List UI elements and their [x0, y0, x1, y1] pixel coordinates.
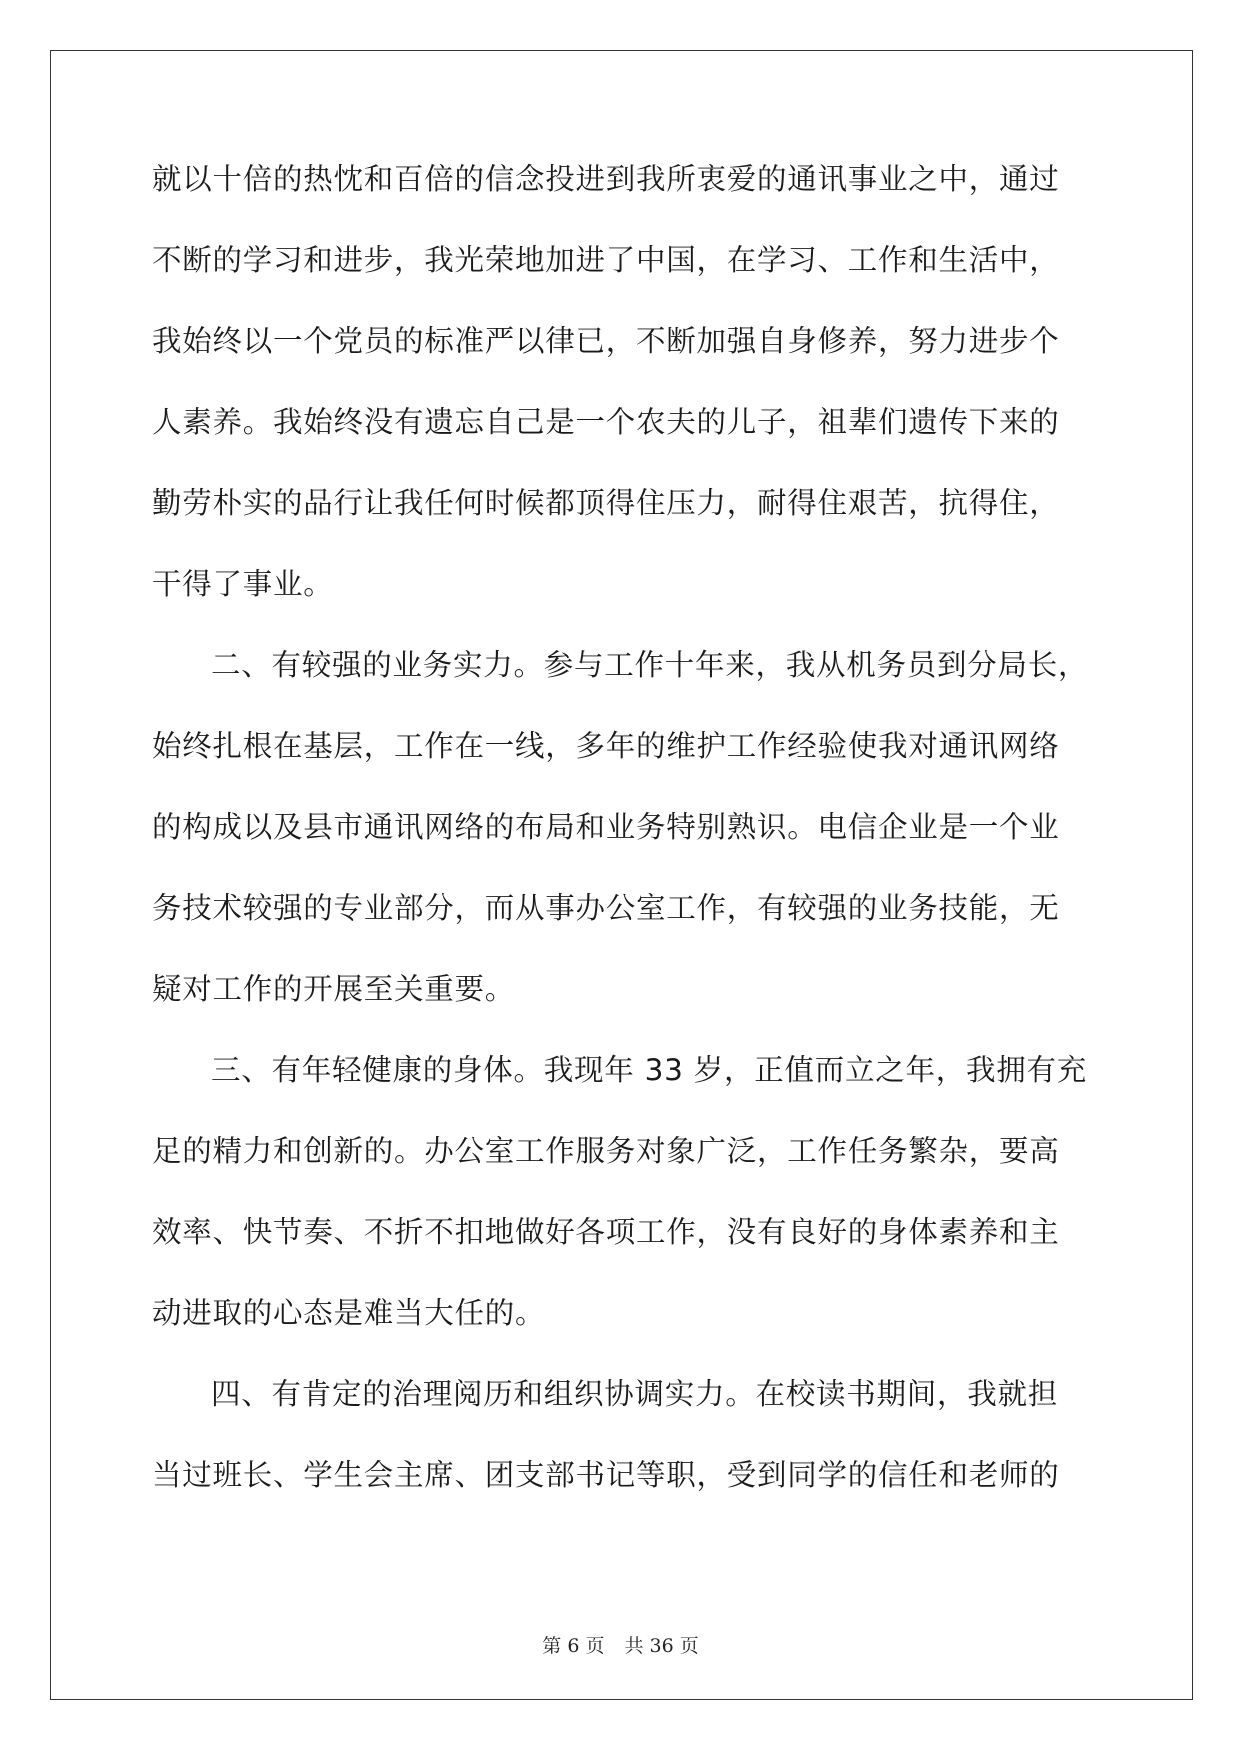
page-total: 共 36 页: [624, 1635, 699, 1657]
text-line: 二、有较强的业务实力。参与工作十年来，我从机务员到分局长，: [211, 648, 1089, 682]
text-line: 的构成以及县市通讯网络的布局和业务特别熟识。电信企业是一个业: [152, 810, 1060, 844]
text-line: 勤劳朴实的品行让我任何时候都顶得住压力，耐得住艰苦，抗得住，: [152, 486, 1060, 520]
page-number: 第 6 页: [542, 1635, 605, 1657]
text-line: 始终扎根在基层，工作在一线，多年的维护工作经验使我对通讯网络: [152, 729, 1060, 763]
text-line: 不断的学习和进步，我光荣地加进了中国，在学习、工作和生活中，: [152, 243, 1060, 277]
text-line: 足的精力和创新的。办公室工作服务对象广泛，工作任务繁杂，要高: [152, 1134, 1060, 1168]
text-line: 疑对工作的开展至关重要。: [152, 972, 516, 1006]
text-line: 动进取的心态是难当大任的。: [152, 1296, 546, 1330]
document-body: [152, 161, 1096, 1538]
text-line: 我始终以一个党员的标准严以律已，不断加强自身修养，努力进步个: [152, 324, 1060, 358]
text-line: 就以十倍的热忱和百倍的信念投进到我所衷爱的通讯事业之中，通过: [152, 162, 1060, 196]
page-footer: [0, 1631, 1241, 1658]
text-line: 四、有肯定的治理阅历和组织协调实力。在校读书期间，我就担: [211, 1377, 1059, 1411]
text-line: 三、有年轻健康的身体。我现年 33 岁，正值而立之年，我拥有充: [211, 1053, 1088, 1087]
text-line: 干得了事业。: [152, 567, 334, 601]
text-line: 当过班长、学生会主席、团支部书记等职，受到同学的信任和老师的: [152, 1458, 1060, 1492]
text-line: 人素养。我始终没有遗忘自己是一个农夫的儿子，祖辈们遗传下来的: [152, 405, 1060, 439]
text-line: 效率、快节奏、不折不扣地做好各项工作，没有良好的身体素养和主: [152, 1215, 1060, 1249]
text-line: 务技术较强的专业部分，而从事办公室工作，有较强的业务技能，无: [152, 891, 1060, 925]
